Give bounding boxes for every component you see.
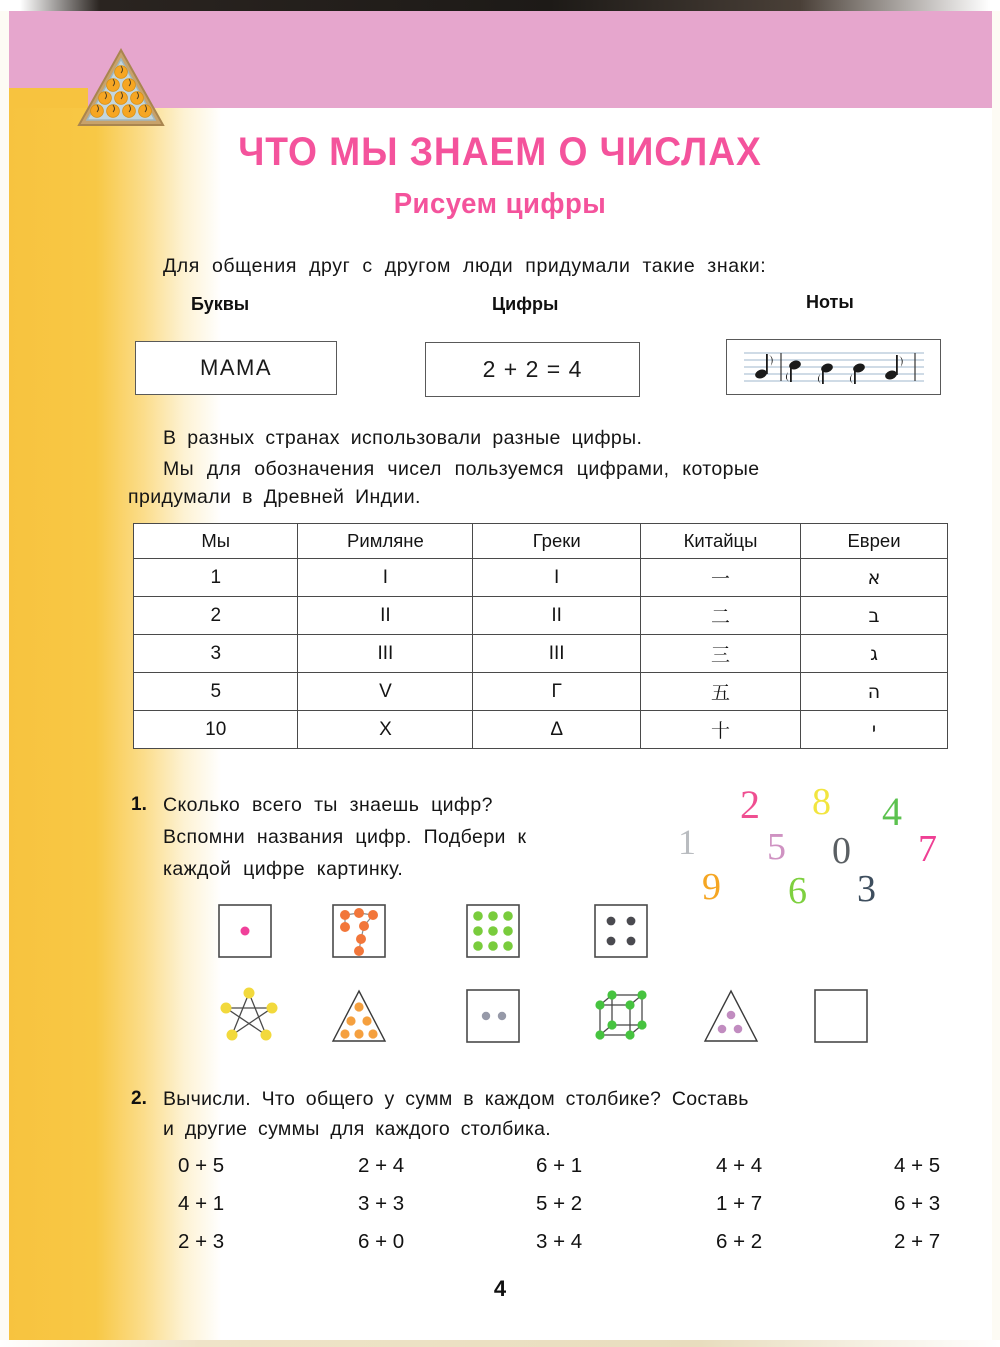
paragraph-2-line2: придумали в Древней Индии. xyxy=(128,486,421,508)
sum-expression: 2 + 3 xyxy=(178,1230,225,1253)
cell-we: 1 xyxy=(134,559,298,597)
sum-expression: 6 + 1 xyxy=(536,1154,583,1177)
intro-sentence: Для общения друг с другом люди придумали такие знаки: xyxy=(163,255,767,277)
cell-we: 10 xyxy=(134,711,298,749)
table-row xyxy=(134,597,948,635)
sum-expression: 3 + 4 xyxy=(536,1230,583,1253)
card-one-dot[interactable] xyxy=(214,900,276,967)
cell-hebrew: ב xyxy=(801,597,948,635)
card-three-triangle[interactable] xyxy=(700,985,762,1052)
scattered-digit-7: 7 xyxy=(918,828,937,870)
scattered-digit-2: 2 xyxy=(740,782,760,827)
paragraph-2-line1: Мы для обозначения чисел пользуемся цифрами, которые xyxy=(163,458,760,480)
sum-expression: 4 + 4 xyxy=(716,1154,763,1177)
digits-sample-box: 2 + 2 = 4 xyxy=(425,342,640,397)
cell-greek: III xyxy=(473,635,641,673)
scattered-digit-6: 6 xyxy=(788,870,807,912)
exercise-2-line-1: Вычисли. Что общего у сумм в каждом столбике? Составь xyxy=(163,1088,749,1110)
paragraph-1: В разных странах использовали разные цифры. xyxy=(163,427,643,449)
sums-row xyxy=(178,1192,964,1228)
card-two-dots[interactable] xyxy=(462,985,524,1052)
cell-hebrew: ה xyxy=(801,673,948,711)
card-seven-dots[interactable] xyxy=(328,900,390,967)
table-header-row xyxy=(134,524,948,559)
cell-hebrew: א xyxy=(801,559,948,597)
numerals-comparison-table xyxy=(133,523,948,749)
cell-roman: I xyxy=(298,559,473,597)
cell-chinese: 十 xyxy=(641,711,801,749)
exercise-1-number: 1. xyxy=(131,794,147,815)
label-letters: Буквы xyxy=(191,294,250,314)
sum-expression: 1 + 7 xyxy=(716,1192,763,1215)
scattered-digit-8: 8 xyxy=(812,781,831,823)
table-row xyxy=(134,559,948,597)
scattered-digits-group xyxy=(660,780,1000,912)
sum-expression: 6 + 0 xyxy=(358,1230,405,1253)
column-header-hebrews: Евреи xyxy=(801,524,948,559)
music-staff-box xyxy=(726,339,941,395)
scattered-digit-1: 1 xyxy=(678,822,696,862)
sums-row xyxy=(178,1154,964,1190)
exercise-2-number: 2. xyxy=(131,1088,147,1109)
exercise-2-line-2: и другие суммы для каждого столбика. xyxy=(163,1118,551,1140)
sum-expression: 6 + 3 xyxy=(894,1192,941,1215)
page-title: ЧТО МЫ ЗНАЕМ О ЧИСЛАХ xyxy=(238,130,762,174)
cell-greek: II xyxy=(473,597,641,635)
column-header-romans: Римляне xyxy=(298,524,473,559)
cell-we: 3 xyxy=(134,635,298,673)
page-subtitle: Рисуем цифры xyxy=(393,188,607,220)
right-page-margin xyxy=(992,11,1000,1347)
cell-greek: Γ xyxy=(473,673,641,711)
column-header-we: Мы xyxy=(134,524,298,559)
cell-greek: Δ xyxy=(473,711,641,749)
scattered-digit-5: 5 xyxy=(767,826,786,868)
cell-chinese: 二 xyxy=(641,597,801,635)
card-four-dots[interactable] xyxy=(590,900,652,967)
cell-roman: III xyxy=(298,635,473,673)
column-header-greeks: Греки xyxy=(473,524,641,559)
cell-greek: I xyxy=(473,559,641,597)
sum-expression: 6 + 2 xyxy=(716,1230,763,1253)
card-eight-cube[interactable] xyxy=(590,985,652,1052)
scattered-digit-9: 9 xyxy=(702,866,721,908)
sums-row xyxy=(178,1230,964,1266)
sum-expression: 4 + 1 xyxy=(178,1192,225,1215)
cell-chinese: 五 xyxy=(641,673,801,711)
page-number: 4 xyxy=(493,1276,507,1301)
exercise-1-line-2: Вспомни названия цифр. Подбери к xyxy=(163,826,527,848)
scattered-digit-4: 4 xyxy=(882,789,902,834)
card-nine-dots[interactable] xyxy=(462,900,524,967)
table-row xyxy=(134,673,948,711)
cell-roman: V xyxy=(298,673,473,711)
cell-hebrew: י xyxy=(801,711,948,749)
cell-we: 5 xyxy=(134,673,298,711)
page-bottom-edge xyxy=(0,1340,1000,1347)
exercise-1-line-3: каждой цифре картинку. xyxy=(163,858,404,880)
sum-expression: 2 + 4 xyxy=(358,1154,405,1177)
sum-expression: 2 + 7 xyxy=(894,1230,941,1253)
column-header-chinese: Китайцы xyxy=(641,524,801,559)
exercise-1-line-1: Сколько всего ты знаешь цифр? xyxy=(163,794,493,816)
cell-roman: II xyxy=(298,597,473,635)
page-top-edge xyxy=(0,0,1000,11)
cell-we: 2 xyxy=(134,597,298,635)
table-row xyxy=(134,635,948,673)
picture-cards-group xyxy=(200,900,920,1065)
card-five-star[interactable] xyxy=(218,985,280,1052)
label-notes: Ноты xyxy=(806,292,854,312)
left-page-margin xyxy=(0,11,9,1347)
cell-chinese: 一 xyxy=(641,559,801,597)
sum-expression: 5 + 2 xyxy=(536,1192,583,1215)
music-staff-icon xyxy=(739,346,929,388)
scattered-digit-3: 3 xyxy=(857,868,876,910)
label-digits: Цифры xyxy=(492,294,559,314)
cell-roman: X xyxy=(298,711,473,749)
card-zero-empty[interactable] xyxy=(810,985,872,1052)
sum-expression: 4 + 5 xyxy=(894,1154,941,1177)
letters-sample-box: МАМА xyxy=(135,341,337,395)
sum-expression: 0 + 5 xyxy=(178,1154,225,1177)
scattered-digit-0: 0 xyxy=(832,830,851,872)
triangle-ball-rack-icon xyxy=(76,47,166,129)
cell-hebrew: ג xyxy=(801,635,948,673)
table-row xyxy=(134,711,948,749)
cell-chinese: 三 xyxy=(641,635,801,673)
sums-grid xyxy=(176,1152,966,1268)
sum-expression: 3 + 3 xyxy=(358,1192,405,1215)
card-six-triangle[interactable] xyxy=(328,985,390,1052)
